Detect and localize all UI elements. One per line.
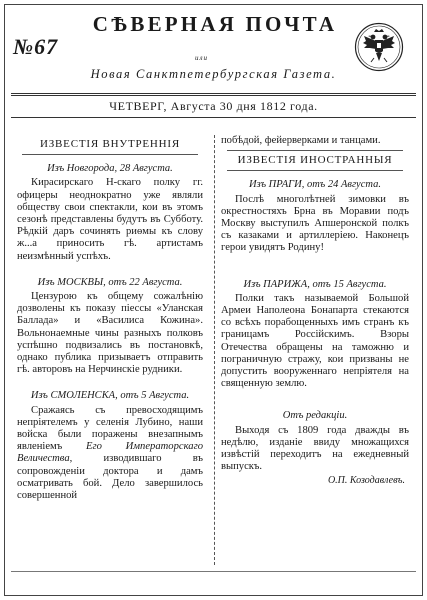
column-divider [214,135,215,565]
article-body: Цензурою къ общему сожалѣнію дозволены къ показу пiессы «Уланская Баллада» и «Василиса Кожина». Вольнонаемные чины разныхъ полковъ успѣшно подвизались въ постановкѣ, однако публика призываетъ отправить гѣ. авторовъ на Нерчинскіе рудники. [17,291,203,376]
editor-signature: О.П. Козодавлевъ. [327,475,405,487]
newspaper-page [4,4,423,596]
article-body-part: Сражаясь съ превосходящимъ непріятелемъ у селенія Лубино, наши войска были поражены внезапнымъ явленіемъ [17,404,203,453]
foreign-news-heading: ИЗВЕСТІЯ ИНОСТРАННЫЯ [237,154,393,167]
editorial-body: Выходя съ 1809 года дважды въ недѣлю, изданіе ввиду множащихся извѣстій переходитъ на ежедневный выпускъ. [221,424,409,473]
article-dateline: Изъ Новгорода, 28 Августа. [47,163,173,175]
foreign-news-column [221,135,409,488]
editorial-heading: Отъ редакціи. [282,410,348,422]
newspaper-subtitle: Новая Санктпетербургская Газета. [90,67,337,81]
article-dateline: Изъ ПАРИЖА, отъ 15 Августа. [243,278,387,290]
article-body: Послѣ многолѣтней зимовки въ окрестностяхъ Брна въ Моравии подъ Москву выступилъ Апшеронской полкъ съ казаками и артиллеріею. Наконецъ герои увидятъ Родину! [221,193,409,254]
issue-dateline: ЧЕТВЕРГ, Августа 30 дня 1812 года. [109,99,318,113]
dateline-rule [11,117,416,118]
article-continuation: побѣдой, фейерверками и танцами. [221,135,381,146]
masthead [5,5,422,97]
section-heading-rule [227,170,403,171]
issue-number: №67 [13,34,59,59]
newspaper-title: СѢВЕРНАЯ ПОЧТА [92,12,338,36]
article-dateline: Изъ СМОЛЕНСКА, отъ 5 Августа. [30,390,190,402]
article-body-part: изводившаго въ сопровожденіи доктора и дамъ осматривать бой. Дело завершилось совершенной [17,453,203,502]
domestic-news-heading: ИЗВЕСТІЯ ВНУТРЕННІЯ [39,138,181,150]
article-body: Кирасирскаго Н-скаго полку гг. офицеры неоднократно уже являли обществу свои спектакли, кои въ этомъ сезонѣ представлены будутъ въ Субботу. Рѣдкій даръ сочинять риѳмы къ слову ж...а приносить гѣ. артистамъ неизмѣнный успѣхъ. [17,177,203,262]
domestic-news-column [17,135,203,502]
article-body-italic: Его Императорскаго Величества, [17,441,204,465]
article-dateline: Изъ МОСКВЫ, отъ 22 Августа. [37,276,183,288]
section-heading-rule [22,154,198,155]
section-heading-rule [227,150,403,151]
article-body: Полки такъ называемой Большой Армеи Наполеона Бонапарта стекаются со всѣхъ порабощенныхъ имъ странъ къ границамъ Россійскимъ. Взоры Отечества обращены на таможню и пограничную стражу, кои призваны не допустить вооруженнаго непріятеля на священную землю. [221,292,409,390]
article-body [17,405,203,503]
masthead-rule-top [11,93,416,94]
masthead-rule-top-double [11,95,416,96]
double-headed-eagle-emblem-icon [354,22,404,72]
masthead-conjunction: или [195,54,209,62]
article-dateline: Изъ ПРАГИ, отъ 24 Августа. [249,179,381,191]
page-bottom-rule [11,571,416,572]
